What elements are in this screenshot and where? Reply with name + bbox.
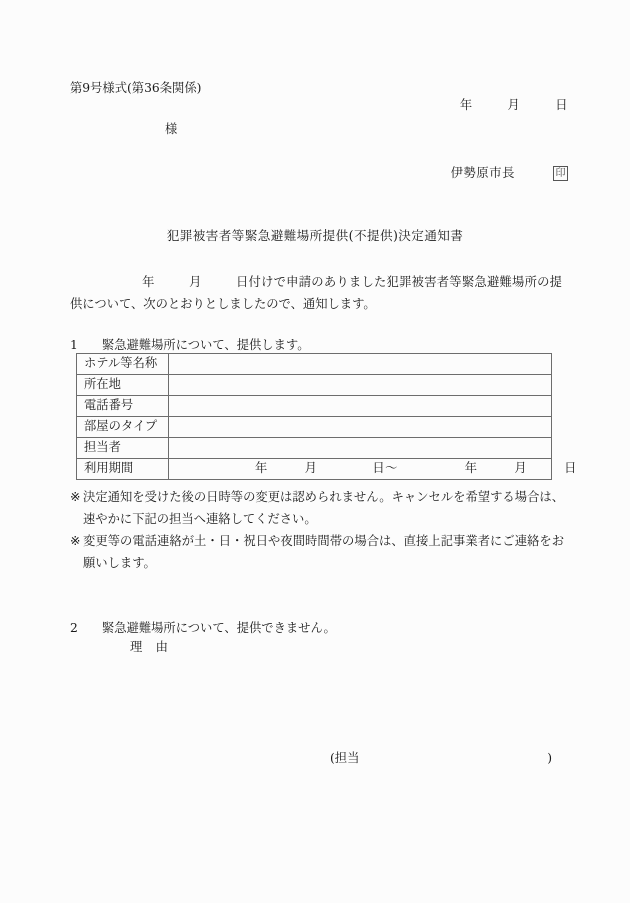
note-marker-icon: ※ xyxy=(70,490,81,504)
issue-date-day: 日 xyxy=(555,98,568,112)
table-row xyxy=(77,354,552,375)
row-label-room-type: 部屋のタイプ xyxy=(77,417,169,438)
reason-label: 理 由 xyxy=(130,640,169,654)
row-label-period: 利用期間 xyxy=(77,459,169,480)
row-label-phone: 電話番号 xyxy=(77,396,169,417)
notes-block xyxy=(70,486,564,575)
seal-stamp-icon: 印 xyxy=(553,166,568,181)
table-row xyxy=(77,438,552,459)
clause-1-number: 1 xyxy=(70,338,78,352)
row-value-phone[interactable] xyxy=(169,396,552,417)
intro-year: 年 xyxy=(142,275,155,289)
row-label-contact-person: 担当者 xyxy=(77,438,169,459)
intro-paragraph xyxy=(70,272,562,315)
row-value-room-type[interactable] xyxy=(169,417,552,438)
period-date-range xyxy=(169,459,577,478)
table-row xyxy=(77,375,552,396)
clause-1-text: 緊急避難場所について、提供します。 xyxy=(101,338,310,352)
period-end-year: 年 xyxy=(464,461,478,476)
contact-footer xyxy=(330,749,552,768)
shelter-details-table xyxy=(76,353,577,480)
note-marker-icon: ※ xyxy=(70,534,81,549)
period-start-month: 月 xyxy=(304,461,318,476)
note-text: 決定通知を受けた後の日時等の変更は認められません。キャンセルを希望する場合は、速やかに下記の担当へ連絡してください。 xyxy=(83,490,564,527)
row-label-address: 所在地 xyxy=(77,375,169,396)
period-end-month: 月 xyxy=(514,461,528,476)
row-value-contact-person[interactable] xyxy=(169,438,552,459)
period-end-day: 日 xyxy=(564,461,577,476)
clause-2-number: 2 xyxy=(70,621,78,635)
issuer-name: 伊勢原市長 xyxy=(450,166,516,180)
table-row xyxy=(77,396,552,417)
period-start-year: 年 xyxy=(255,461,268,476)
page-title: 犯罪被害者等緊急避難場所提供(不提供)決定通知書 xyxy=(166,228,464,243)
row-value-period[interactable] xyxy=(169,459,577,480)
clause-2-heading xyxy=(70,619,336,638)
note-text: 変更等の電話連絡が土・日・祝日や夜間時間帯の場合は、直接上記事業者にご連絡をお願いします。 xyxy=(83,534,564,571)
issuer-line xyxy=(0,164,568,183)
form-number: 第9号様式(第36条関係) xyxy=(70,81,202,95)
intro-text: 日付けで申請のありました犯罪被害者等緊急避難場所の提供について、次のとおりとしましたので、通知します。 xyxy=(70,275,562,311)
issue-date-month: 月 xyxy=(507,98,521,112)
issue-date-year: 年 xyxy=(459,98,473,112)
row-value-address[interactable] xyxy=(169,375,552,396)
contact-open-label: (担当 xyxy=(330,751,360,765)
period-start-day: 日～ xyxy=(372,461,398,476)
contact-close-label: ) xyxy=(547,751,552,765)
intro-month: 月 xyxy=(189,275,202,289)
table-row xyxy=(77,417,552,438)
row-value-hotel-name[interactable] xyxy=(169,354,552,375)
clause-2-text: 緊急避難場所について、提供できません。 xyxy=(101,621,336,635)
issue-date-line xyxy=(0,96,568,115)
table-row xyxy=(77,459,552,480)
row-label-hotel-name: ホテル等名称 xyxy=(77,354,169,375)
note-item xyxy=(70,530,564,574)
addressee-line: 様 xyxy=(165,122,178,136)
note-item xyxy=(70,486,564,530)
